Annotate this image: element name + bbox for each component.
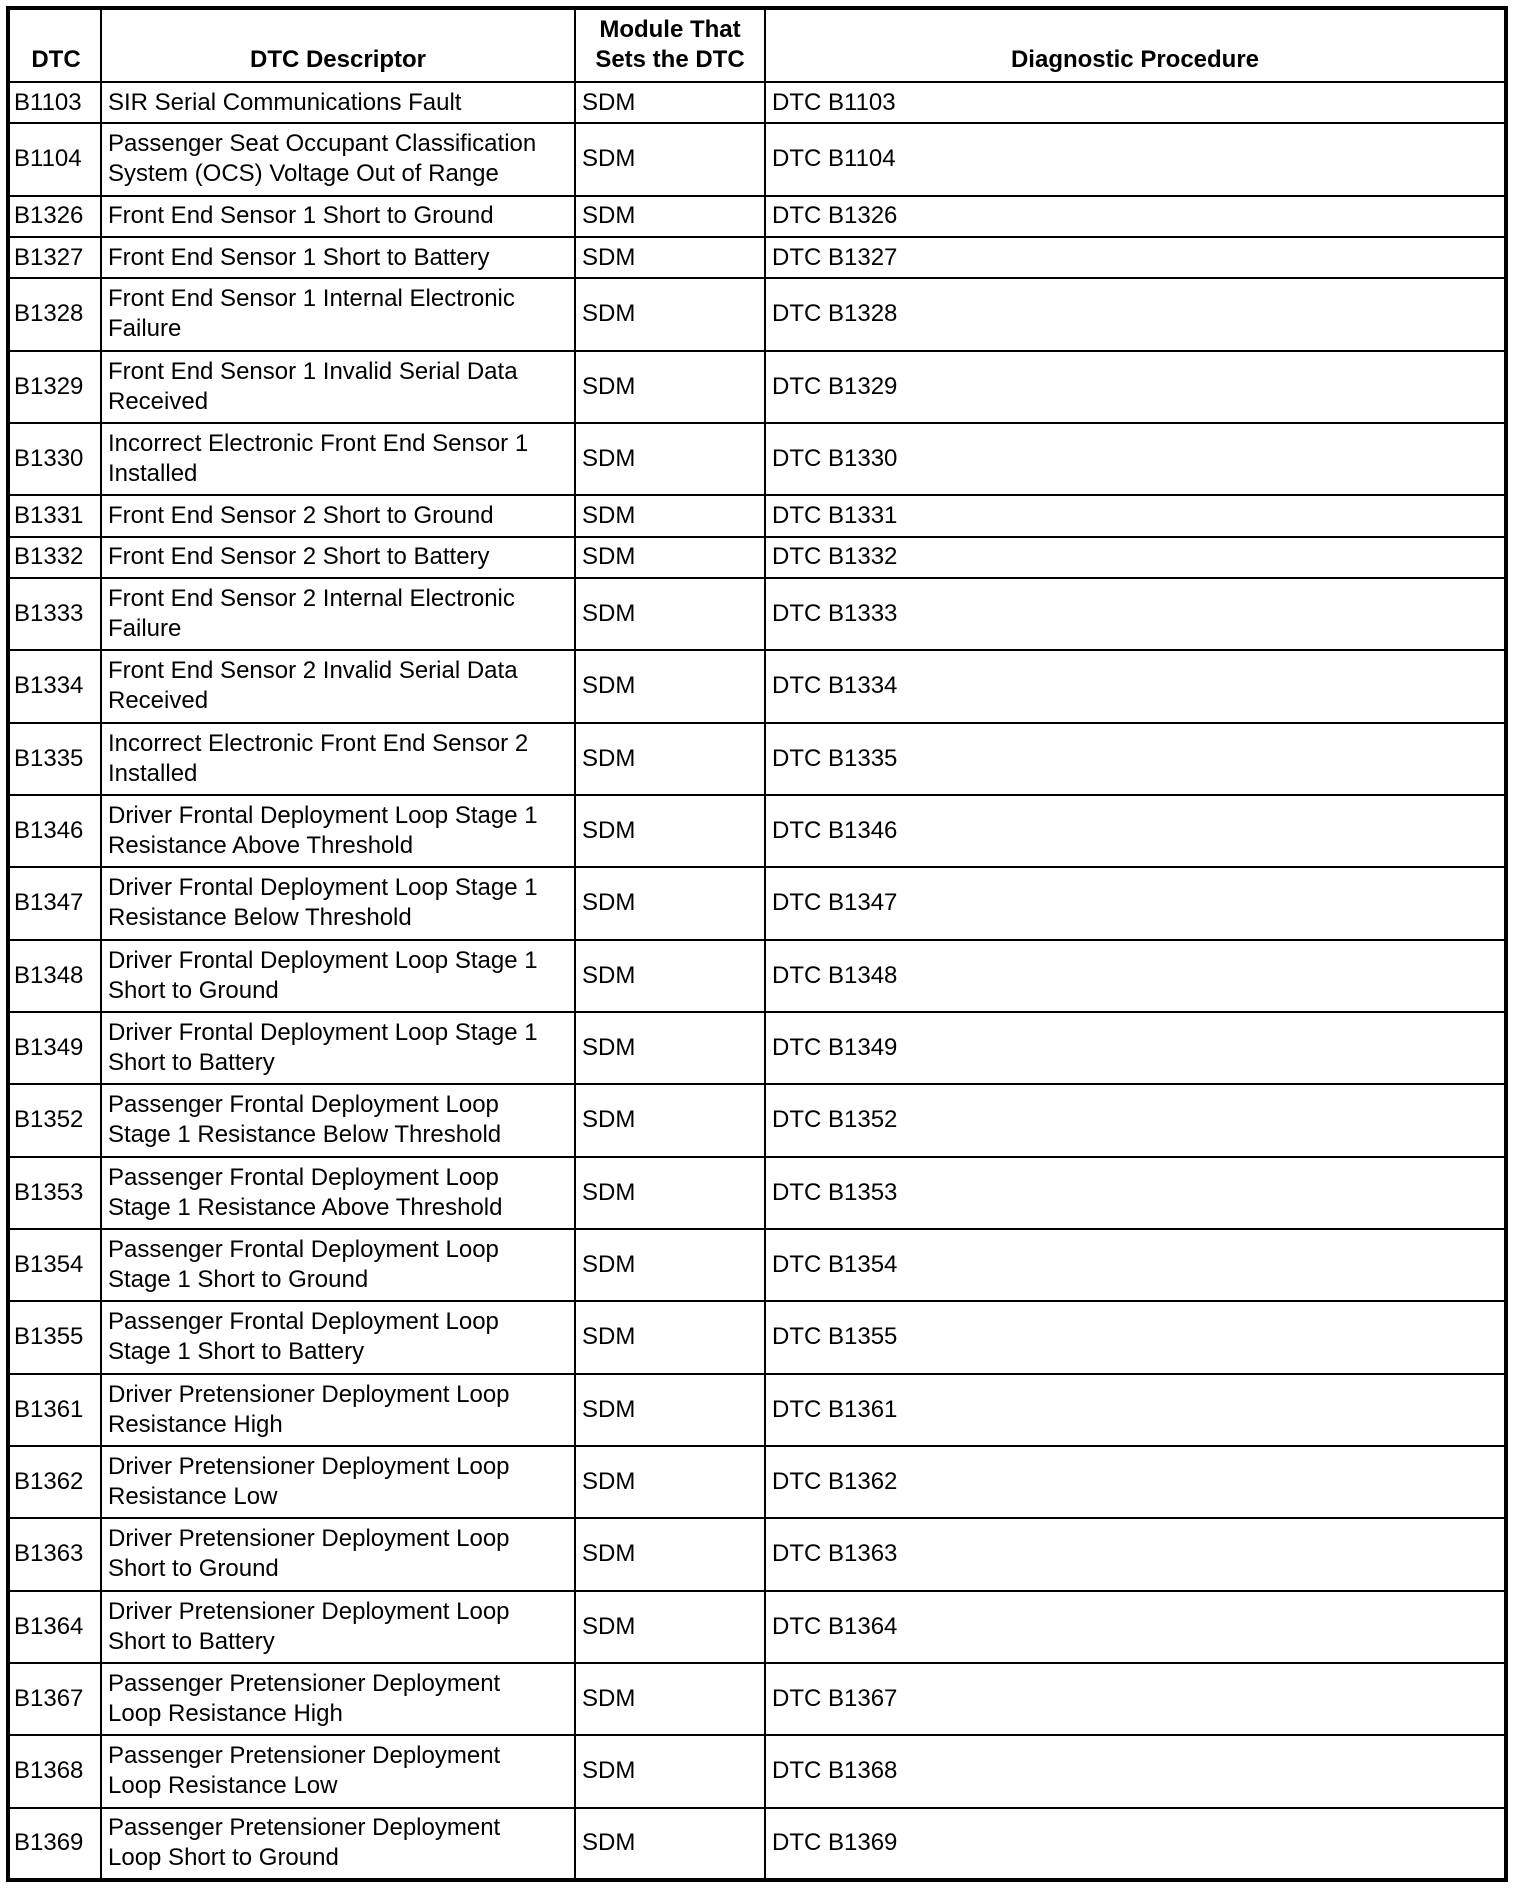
descriptor-cell <box>101 196 575 237</box>
procedure-cell: DTC B1332 <box>765 537 1506 578</box>
descriptor-line: Loop Resistance High <box>108 1700 343 1728</box>
dtc-code-cell: B1326 <box>8 196 101 237</box>
procedure-cell: DTC B1368 <box>765 1735 1506 1807</box>
module-cell: SDM <box>575 723 765 795</box>
dtc-code-cell: B1335 <box>8 723 101 795</box>
table-row <box>8 650 1506 722</box>
descriptor-cell <box>101 495 575 536</box>
module-cell: SDM <box>575 940 765 1012</box>
descriptor-line: Received <box>108 387 209 415</box>
dtc-code-cell: B1332 <box>8 537 101 578</box>
table-row <box>8 1663 1506 1735</box>
module-cell: SDM <box>575 578 765 650</box>
descriptor-cell <box>101 1663 575 1735</box>
procedure-cell: DTC B1327 <box>765 237 1506 278</box>
descriptor-cell <box>101 1084 575 1156</box>
dtc-code-cell: B1104 <box>8 123 101 195</box>
descriptor-cell <box>101 1808 575 1880</box>
table-row <box>8 537 1506 578</box>
descriptor-line: Front End Sensor 2 Short to Battery <box>108 543 490 571</box>
descriptor-line: Incorrect Electronic Front End Sensor 1 <box>108 430 529 458</box>
module-cell: SDM <box>575 278 765 350</box>
table-row <box>8 1518 1506 1590</box>
procedure-cell: DTC B1330 <box>765 423 1506 495</box>
descriptor-line: Incorrect Electronic Front End Sensor 2 <box>108 729 529 757</box>
descriptor-cell <box>101 723 575 795</box>
descriptor-line: Resistance Low <box>108 1483 278 1511</box>
descriptor-line: Driver Frontal Deployment Loop Stage 1 <box>108 802 538 830</box>
descriptor-line: Loop Short to Ground <box>108 1844 339 1872</box>
descriptor-cell <box>101 278 575 350</box>
descriptor-line: Front End Sensor 2 Short to Ground <box>108 501 494 529</box>
procedure-cell: DTC B1361 <box>765 1374 1506 1446</box>
descriptor-line: Driver Pretensioner Deployment Loop <box>108 1525 510 1553</box>
descriptor-line: Front End Sensor 2 Internal Electronic <box>108 585 515 613</box>
descriptor-cell <box>101 650 575 722</box>
descriptor-line: Front End Sensor 2 Invalid Serial Data <box>108 657 518 685</box>
procedure-cell: DTC B1364 <box>765 1591 1506 1663</box>
descriptor-line: Passenger Pretensioner Deployment <box>108 1742 501 1770</box>
table-row <box>8 940 1506 1012</box>
descriptor-cell <box>101 578 575 650</box>
descriptor-line: Stage 1 Short to Ground <box>108 1266 369 1294</box>
descriptor-line: Passenger Pretensioner Deployment <box>108 1814 501 1842</box>
descriptor-line: Passenger Frontal Deployment Loop <box>108 1091 499 1119</box>
descriptor-line: Driver Pretensioner Deployment Loop <box>108 1597 510 1625</box>
header-dtc: DTC <box>8 8 101 82</box>
dtc-code-cell: B1330 <box>8 423 101 495</box>
module-cell: SDM <box>575 1012 765 1084</box>
module-cell: SDM <box>575 1374 765 1446</box>
dtc-code-cell: B1329 <box>8 351 101 423</box>
header-row <box>8 8 1506 82</box>
procedure-cell: DTC B1349 <box>765 1012 1506 1084</box>
descriptor-line: Failure <box>108 315 182 343</box>
dtc-code-cell: B1368 <box>8 1735 101 1807</box>
descriptor-line: Front End Sensor 1 Invalid Serial Data <box>108 357 518 385</box>
table-row <box>8 82 1506 123</box>
table-row <box>8 123 1506 195</box>
module-cell: SDM <box>575 1157 765 1229</box>
module-cell: SDM <box>575 795 765 867</box>
descriptor-line: Short to Battery <box>108 1627 275 1655</box>
descriptor-cell <box>101 940 575 1012</box>
descriptor-line: Passenger Pretensioner Deployment <box>108 1670 501 1698</box>
header-procedure: Diagnostic Procedure <box>765 8 1506 82</box>
dtc-code-cell: B1347 <box>8 867 101 939</box>
dtc-code-cell: B1354 <box>8 1229 101 1301</box>
module-cell: SDM <box>575 1808 765 1880</box>
table-row <box>8 578 1506 650</box>
procedure-cell: DTC B1362 <box>765 1446 1506 1518</box>
descriptor-cell <box>101 82 575 123</box>
descriptor-cell <box>101 1157 575 1229</box>
descriptor-line: Received <box>108 687 209 715</box>
descriptor-line: Resistance Above Threshold <box>108 832 414 860</box>
module-cell: SDM <box>575 1446 765 1518</box>
descriptor-cell <box>101 1446 575 1518</box>
procedure-cell: DTC B1326 <box>765 196 1506 237</box>
header-descriptor: DTC Descriptor <box>101 8 575 82</box>
descriptor-line: Stage 1 Short to Battery <box>108 1338 365 1366</box>
table-row <box>8 351 1506 423</box>
table-row <box>8 1591 1506 1663</box>
procedure-cell: DTC B1363 <box>765 1518 1506 1590</box>
dtc-code-cell: B1328 <box>8 278 101 350</box>
table-row <box>8 423 1506 495</box>
header-module-line1: Module That <box>599 16 741 43</box>
descriptor-line: Driver Frontal Deployment Loop Stage 1 <box>108 874 538 902</box>
dtc-code-cell: B1327 <box>8 237 101 278</box>
procedure-cell: DTC B1354 <box>765 1229 1506 1301</box>
table-row <box>8 1808 1506 1880</box>
procedure-cell: DTC B1346 <box>765 795 1506 867</box>
descriptor-cell <box>101 1518 575 1590</box>
descriptor-line: Front End Sensor 1 Internal Electronic <box>108 285 515 313</box>
descriptor-cell <box>101 1012 575 1084</box>
module-cell: SDM <box>575 1301 765 1373</box>
dtc-code-cell: B1364 <box>8 1591 101 1663</box>
descriptor-cell <box>101 795 575 867</box>
module-cell: SDM <box>575 82 765 123</box>
descriptor-line: Passenger Frontal Deployment Loop <box>108 1163 499 1191</box>
procedure-cell: DTC B1347 <box>765 867 1506 939</box>
dtc-code-cell: B1333 <box>8 578 101 650</box>
table-row <box>8 1301 1506 1373</box>
descriptor-cell <box>101 237 575 278</box>
table-row <box>8 795 1506 867</box>
dtc-code-cell: B1361 <box>8 1374 101 1446</box>
descriptor-line: Short to Ground <box>108 1555 279 1583</box>
descriptor-line: Passenger Frontal Deployment Loop <box>108 1308 499 1336</box>
table-row <box>8 237 1506 278</box>
dtc-table <box>6 6 1508 1882</box>
descriptor-cell <box>101 123 575 195</box>
table-row <box>8 1084 1506 1156</box>
descriptor-line: Driver Pretensioner Deployment Loop <box>108 1453 510 1481</box>
descriptor-cell <box>101 1229 575 1301</box>
descriptor-line: Front End Sensor 1 Short to Ground <box>108 202 494 230</box>
procedure-cell: DTC B1353 <box>765 1157 1506 1229</box>
module-cell: SDM <box>575 495 765 536</box>
module-cell: SDM <box>575 1735 765 1807</box>
header-module <box>575 8 765 82</box>
procedure-cell: DTC B1329 <box>765 351 1506 423</box>
descriptor-cell <box>101 423 575 495</box>
module-cell: SDM <box>575 1663 765 1735</box>
dtc-code-cell: B1355 <box>8 1301 101 1373</box>
table-row <box>8 723 1506 795</box>
descriptor-line: Driver Frontal Deployment Loop Stage 1 <box>108 1019 538 1047</box>
module-cell: SDM <box>575 196 765 237</box>
dtc-code-cell: B1331 <box>8 495 101 536</box>
module-cell: SDM <box>575 1518 765 1590</box>
descriptor-line: Short to Ground <box>108 976 279 1004</box>
descriptor-line: Short to Battery <box>108 1049 275 1077</box>
table-row <box>8 1735 1506 1807</box>
table-row <box>8 196 1506 237</box>
procedure-cell: DTC B1103 <box>765 82 1506 123</box>
table-row <box>8 1374 1506 1446</box>
descriptor-line: Resistance High <box>108 1410 283 1438</box>
module-cell: SDM <box>575 867 765 939</box>
procedure-cell: DTC B1348 <box>765 940 1506 1012</box>
procedure-cell: DTC B1331 <box>765 495 1506 536</box>
module-cell: SDM <box>575 351 765 423</box>
descriptor-cell <box>101 1374 575 1446</box>
descriptor-cell <box>101 537 575 578</box>
procedure-cell: DTC B1328 <box>765 278 1506 350</box>
descriptor-cell <box>101 867 575 939</box>
descriptor-line: Passenger Frontal Deployment Loop <box>108 1236 499 1264</box>
procedure-cell: DTC B1333 <box>765 578 1506 650</box>
table-row <box>8 1012 1506 1084</box>
descriptor-line: Stage 1 Resistance Below Threshold <box>108 1121 502 1149</box>
module-cell: SDM <box>575 537 765 578</box>
descriptor-cell <box>101 1591 575 1663</box>
procedure-cell: DTC B1104 <box>765 123 1506 195</box>
header-module-line2: Sets the DTC <box>595 46 745 73</box>
descriptor-cell <box>101 1301 575 1373</box>
descriptor-line: System (OCS) Voltage Out of Range <box>108 160 499 188</box>
procedure-cell: DTC B1369 <box>765 1808 1506 1880</box>
table-body <box>8 82 1506 1880</box>
descriptor-line: Front End Sensor 1 Short to Battery <box>108 243 490 271</box>
procedure-cell: DTC B1352 <box>765 1084 1506 1156</box>
table-row <box>8 867 1506 939</box>
descriptor-line: Installed <box>108 460 198 488</box>
descriptor-cell <box>101 1735 575 1807</box>
descriptor-line: SIR Serial Communications Fault <box>108 88 462 116</box>
dtc-code-cell: B1369 <box>8 1808 101 1880</box>
module-cell: SDM <box>575 1084 765 1156</box>
descriptor-line: Stage 1 Resistance Above Threshold <box>108 1193 503 1221</box>
procedure-cell: DTC B1367 <box>765 1663 1506 1735</box>
descriptor-line: Installed <box>108 759 198 787</box>
table-row <box>8 1157 1506 1229</box>
procedure-cell: DTC B1334 <box>765 650 1506 722</box>
dtc-code-cell: B1103 <box>8 82 101 123</box>
module-cell: SDM <box>575 1229 765 1301</box>
dtc-code-cell: B1348 <box>8 940 101 1012</box>
table-row <box>8 1229 1506 1301</box>
table-row <box>8 278 1506 350</box>
dtc-code-cell: B1363 <box>8 1518 101 1590</box>
dtc-code-cell: B1346 <box>8 795 101 867</box>
descriptor-line: Driver Pretensioner Deployment Loop <box>108 1380 510 1408</box>
dtc-code-cell: B1349 <box>8 1012 101 1084</box>
module-cell: SDM <box>575 237 765 278</box>
descriptor-cell <box>101 351 575 423</box>
descriptor-line: Driver Frontal Deployment Loop Stage 1 <box>108 946 538 974</box>
descriptor-line: Failure <box>108 615 182 643</box>
descriptor-line: Loop Resistance Low <box>108 1772 338 1800</box>
dtc-code-cell: B1334 <box>8 650 101 722</box>
table-row <box>8 1446 1506 1518</box>
module-cell: SDM <box>575 1591 765 1663</box>
descriptor-line: Passenger Seat Occupant Classification <box>108 130 537 158</box>
descriptor-line: Resistance Below Threshold <box>108 904 412 932</box>
module-cell: SDM <box>575 423 765 495</box>
procedure-cell: DTC B1355 <box>765 1301 1506 1373</box>
dtc-code-cell: B1352 <box>8 1084 101 1156</box>
dtc-code-cell: B1367 <box>8 1663 101 1735</box>
table-header <box>8 8 1506 82</box>
module-cell: SDM <box>575 123 765 195</box>
procedure-cell: DTC B1335 <box>765 723 1506 795</box>
dtc-code-cell: B1362 <box>8 1446 101 1518</box>
dtc-code-cell: B1353 <box>8 1157 101 1229</box>
table-row <box>8 495 1506 536</box>
module-cell: SDM <box>575 650 765 722</box>
